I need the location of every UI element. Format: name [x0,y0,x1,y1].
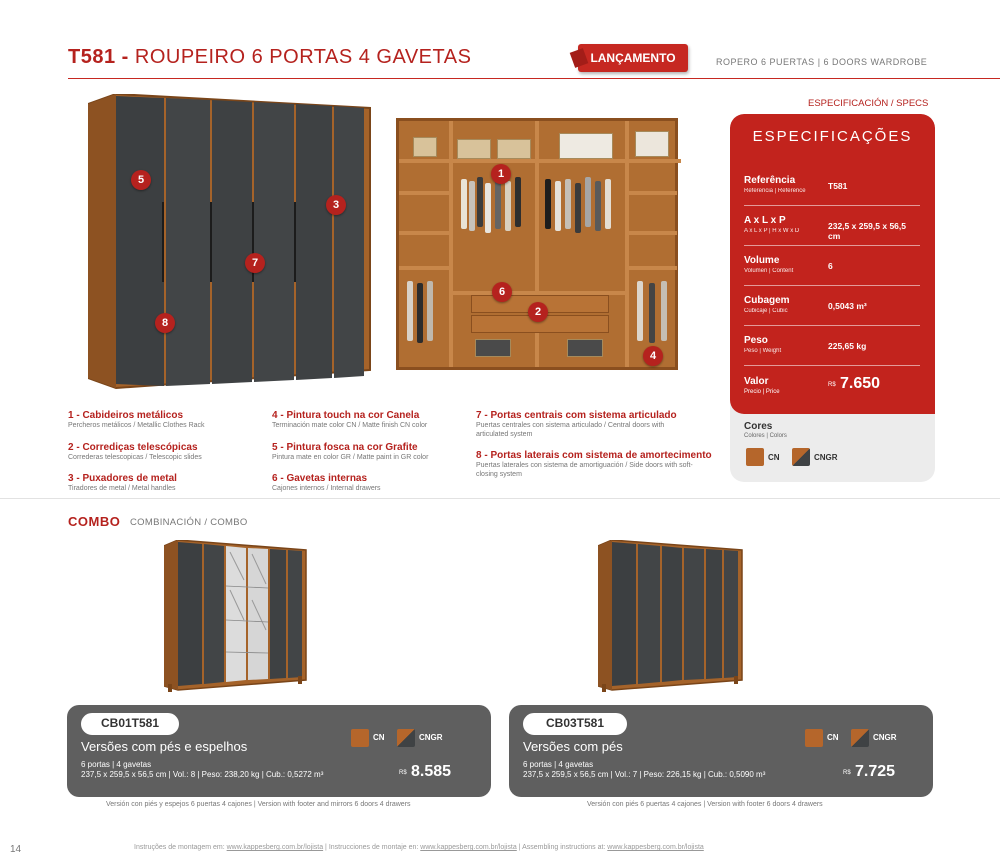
combo-details-line2: 237,5 x 259,5 x 56,5 cm | Vol.: 8 | Peso: 238,20 kg | Cub.: 0,5272 m³ [81,770,324,779]
combo-1-footnote: Versión con piés y espejos 6 puertas 4 cajones | Version with footer and mirrors 6 doors 4 drawers [106,801,411,808]
feature-4-sub: Terminación mate color CN / Matte finish CN color [272,422,428,429]
header-divider [68,78,1000,79]
spec-key-sub: Volumen | Content [744,268,794,274]
combo-code: CB03T581 [523,713,627,735]
feature-4 [272,410,427,431]
spec-row-cubic [744,286,920,326]
subtitle-translation: ROPERO 6 PUERTAS | 6 DOORS WARDROBE [716,57,928,67]
spec-value: T581 [828,181,848,191]
spec-row-reference [744,166,920,206]
color-label-cn: CN [827,733,839,742]
spec-value: 0,5043 m³ [828,301,867,311]
specs-title: ESPECIFICAÇÕES [752,128,913,145]
spec-key-sub: Peso | Weight [744,348,782,354]
feature-6-sub: Cajones internos / Internal drawers [272,485,381,492]
combo-subtitle: COMBINACIÓN / COMBO [130,517,248,528]
section-divider [0,498,1000,499]
feature-5-sub: Pintura mate en color GR / Matte paint in GR color [272,454,429,461]
wardrobe-closed-svg [88,94,372,390]
specs-card [730,114,935,482]
feature-4-title: 4 - Pintura touch na cor Canela [272,410,420,421]
colors-section [744,421,787,439]
color-swatch-cn [805,729,823,747]
feature-6-title: 6 - Gavetas internas [272,473,368,484]
feature-7-sub: Puertas centrales con sistema articulado / Central doors with articulated system [476,422,665,438]
combo-title: COMBO [68,514,121,529]
marker-1: 1 [491,164,511,184]
combo-wardrobe-1-image [164,540,308,692]
combo-price: 7.725 [855,763,896,780]
feature-2 [68,442,202,463]
color-label-cngr: CNGR [873,733,897,742]
color-label-cngr: CNGR [814,453,838,462]
feature-2-sub: Correderas telescopicas / Telescopic slides [68,454,202,461]
price-key-sub: Precio | Price [744,389,780,395]
combo-card-2 [509,705,933,797]
combo-name: Versões com pés e espelhos [81,739,248,754]
combo-code: CB01T581 [81,713,179,735]
feature-7 [476,410,716,440]
tag-icon [570,48,589,68]
combo-wardrobe-2-image [598,540,744,692]
combo-details-line1: 6 portas | 4 gavetas [81,760,152,769]
specs-label: ESPECIFICACIÓN / SPECS [808,98,929,109]
footer-instructions [134,844,704,851]
price-key: Valor [744,376,769,387]
feature-8-sub: Puertas laterales con sistema de amortiguación / Side doors with soft-closing system [476,462,693,478]
marker-8: 8 [155,313,175,333]
feature-3-title: 3 - Puxadores de metal [68,473,177,484]
feature-5 [272,442,428,463]
marker-6: 6 [492,282,512,302]
spec-value: 6 [828,261,833,271]
footer-link-pt[interactable]: www.kappesberg.com.br/lojista [226,844,324,851]
spec-key: A x L x P [744,215,786,226]
feature-8-title: 8 - Portas laterais com sistema de amortecimento [476,450,712,461]
footer-text-en: | Assembling instructions at: [516,844,608,851]
combo-wardrobe-2-svg [598,540,744,692]
spec-key-sub: A x L x P | H x W x D [744,228,800,234]
spec-key: Referência [744,175,796,186]
color-swatch-cngr [851,729,869,747]
combo-details-line1: 6 portas | 4 gavetas [523,760,594,769]
feature-1 [68,410,205,431]
combo-card-1 [67,705,491,797]
product-code: T581 - [68,46,129,68]
feature-2-title: 2 - Corrediças telescópicas [68,442,198,453]
spec-key-sub: Cubicaje | Cubic [744,308,788,314]
combo-name: Versões com pés [523,739,623,754]
price-value: 7.650 [840,375,881,392]
color-swatch-cn [746,448,764,466]
combo-2-footnote: Versión con piés 6 puertas 4 cajones | Version with footer 6 doors 4 drawers [587,801,823,808]
spec-key-sub: Referencia | Reference [744,188,806,194]
color-swatch-cn [351,729,369,747]
feature-5-title: 5 - Pintura fosca na cor Grafite [272,442,418,453]
marker-4: 4 [643,346,663,366]
spec-value: 225,65 kg [828,341,867,351]
color-swatch-cngr [792,448,810,466]
colors-key-sub: Colores | Colors [744,433,787,439]
combo-price: 8.585 [411,763,452,780]
color-label-cn: CN [768,453,780,462]
launch-badge [578,44,688,72]
combo-wardrobe-1-svg [164,540,308,692]
footer-link-en[interactable]: www.kappesberg.com.br/lojista [607,844,704,851]
spec-key: Volume [744,255,780,266]
combo-currency: R$ [399,770,407,776]
combo-details-line2: 237,5 x 259,5 x 56,5 cm | Vol.: 7 | Peso: 226,15 kg | Cub.: 0,5090 m³ [523,770,766,779]
feature-6 [272,473,381,494]
footer-text-es: | Instrucciones de montaje en: [323,844,421,851]
feature-3-sub: Tiradores de metal / Metal handles [68,485,176,492]
spec-key: Cubagem [744,295,790,306]
footer-text-pt: Instruções de montagem em: [134,844,227,851]
spec-row-weight [744,326,920,366]
colors-key: Cores [744,421,773,432]
feature-7-title: 7 - Portas centrais com sistema articulado [476,410,677,421]
marker-3: 3 [326,195,346,215]
specs-card-red-panel [730,114,935,414]
color-swatch-cngr [397,729,415,747]
spec-value: 232,5 x 259,5 x 56,5 cm [828,221,906,241]
color-label-cngr: CNGR [419,733,443,742]
launch-badge-label: LANÇAMENTO [590,51,676,65]
wardrobe-closed-image [88,94,372,390]
combo-currency: R$ [843,770,851,776]
footer-link-es[interactable]: www.kappesberg.com.br/lojista [420,844,517,851]
wardrobe-open-image [396,118,678,370]
marker-7: 7 [245,253,265,273]
price-currency: R$ [828,382,836,388]
color-label-cn: CN [373,733,385,742]
spec-row-dimensions [744,206,920,246]
product-title: ROUPEIRO 6 PORTAS 4 GAVETAS [134,46,472,68]
page-title [68,46,471,69]
feature-3 [68,473,177,494]
spec-row-price [744,376,920,395]
spec-row-volume [744,246,920,286]
page-number: 14 [10,844,22,855]
spec-key: Peso [744,335,768,346]
feature-8 [476,450,716,480]
marker-2: 2 [528,302,548,322]
feature-1-sub: Percheros metálicos / Metallic Clothes Rack [68,422,205,429]
marker-5: 5 [131,170,151,190]
feature-1-title: 1 - Cabideiros metálicos [68,410,184,421]
